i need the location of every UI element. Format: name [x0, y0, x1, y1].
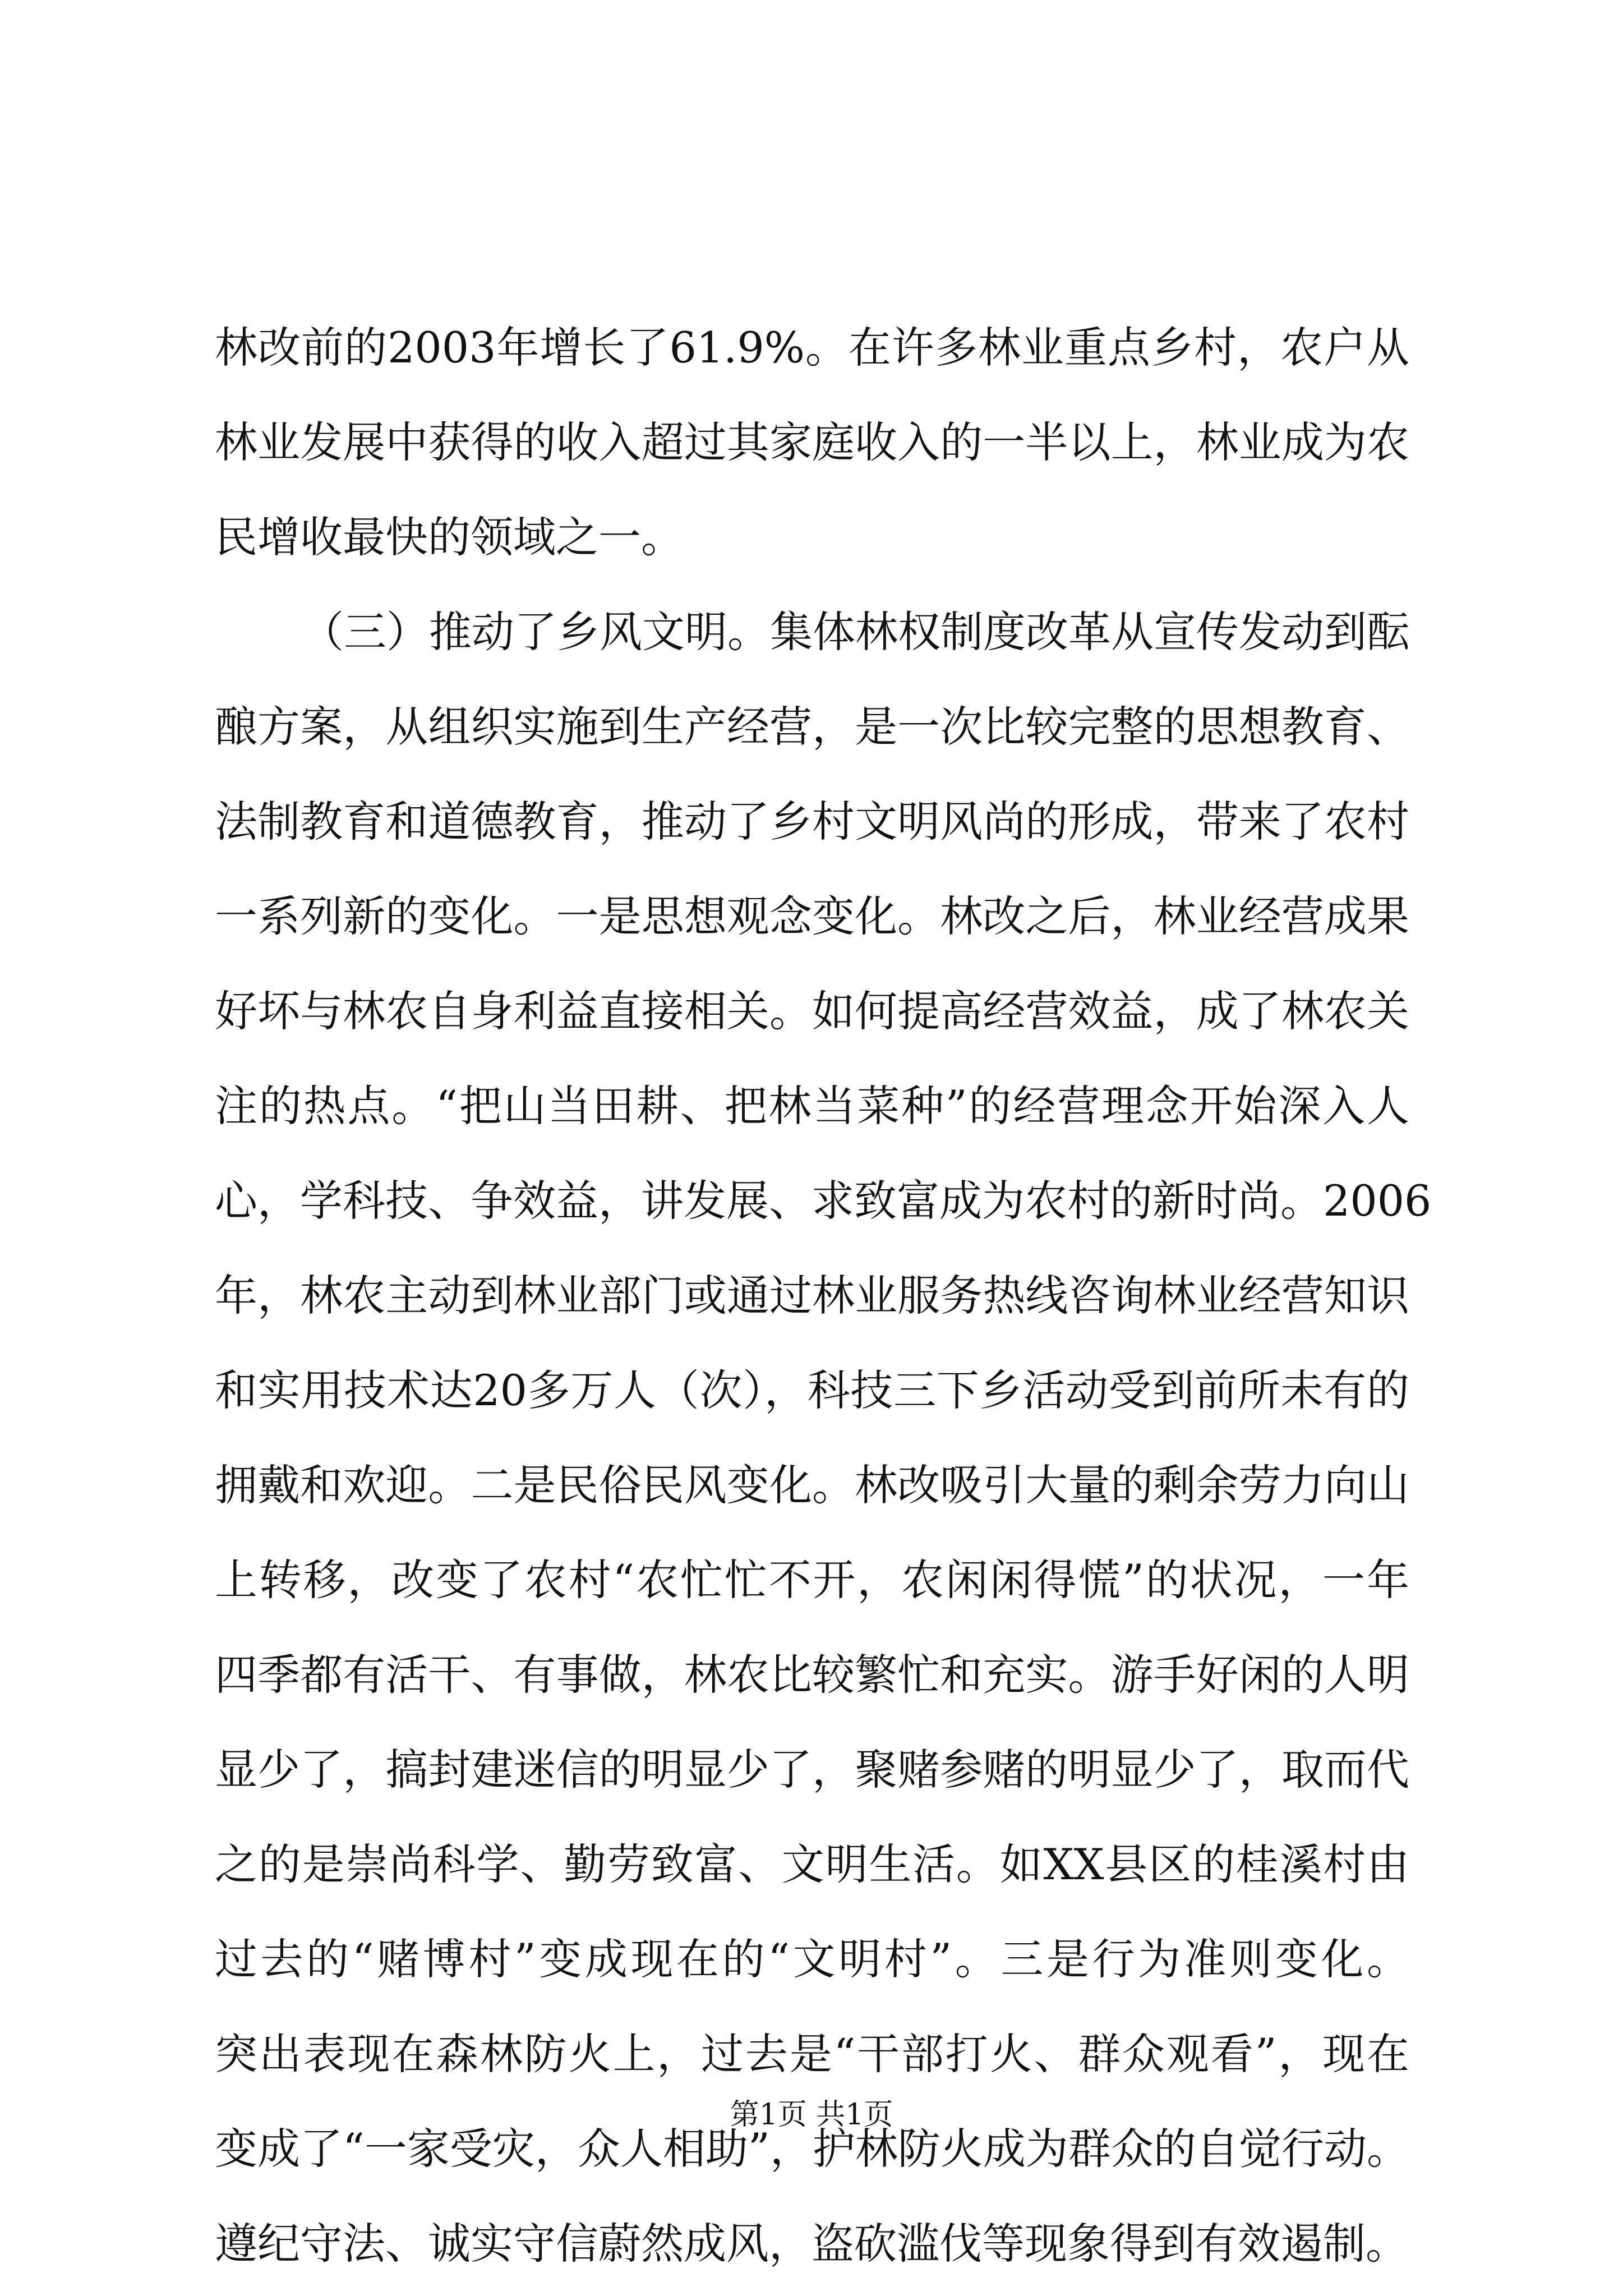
text-line: 遵纪守法、诚实守信蔚然成风，盗砍滥伐等现象得到有效遏制。	[215, 2219, 1408, 2269]
text-line: 注的热点。“把山当田耕、把林当菜种”的经营理念开始深入人	[215, 1081, 1409, 1131]
page-number-footer: 第1页 共1页	[730, 2098, 893, 2132]
text-line: 变成了“一家受灾，众人相助”，护林防火成为群众的自觉行动。	[215, 2124, 1409, 2174]
text-line: 法制教育和道德教育，推动了乡村文明风尚的形成，带来了农村	[215, 797, 1409, 846]
text-line: 民增收最快的领域之一。	[215, 512, 684, 562]
text-line: （三）推动了乡风文明。集体林权制度改革从宣传发动到酝	[301, 607, 1409, 657]
text-line: 林业发展中获得的收入超过其家庭收入的一半以上，林业成为农	[215, 417, 1409, 467]
text-line: 过去的“赌博村”变成现在的“文明村”。三是行为准则变化。	[215, 1934, 1409, 1984]
document-body	[215, 300, 1432, 2291]
text-line: 好坏与林农自身利益直接相关。如何提高经营效益，成了林农关	[215, 986, 1409, 1036]
text-line: 突出表现在森林防火上，过去是“干部打火、群众观看”，现在	[215, 2029, 1409, 2079]
text-line: 心，学科技、争效益，讲发展、求致富成为农村的新时尚。2006	[215, 1176, 1432, 1226]
text-line: 上转移，改变了农村“农忙忙不开，农闲闲得慌”的状况，一年	[215, 1555, 1409, 1605]
text-line: 一系列新的变化。一是思想观念变化。林改之后，林业经营成果	[215, 891, 1409, 941]
text-line: 显少了，搞封建迷信的明显少了，聚赌参赌的明显少了，取而代	[215, 1745, 1409, 1795]
text-line: 和实用技术达20多万人（次），科技三下乡活动受到前所未有的	[215, 1365, 1409, 1415]
text-line: 之的是崇尚科学、勤劳致富、文明生活。如XX县区的桂溪村由	[215, 1839, 1409, 1889]
text-line: 拥戴和欢迎。二是民俗民风变化。林改吸引大量的剩余劳力向山	[215, 1460, 1409, 1510]
text-line: 年，林农主动到林业部门或通过林业服务热线咨询林业经营知识	[215, 1271, 1409, 1320]
text-line: 林改前的2003年增长了61.9%。在许多林业重点乡村，农户从	[215, 323, 1409, 372]
text-line: 四季都有活干、有事做，林农比较繁忙和充实。游手好闲的人明	[215, 1650, 1409, 1700]
text-line: 酿方案，从组织实施到生产经营，是一次比较完整的思想教育、	[215, 702, 1409, 752]
